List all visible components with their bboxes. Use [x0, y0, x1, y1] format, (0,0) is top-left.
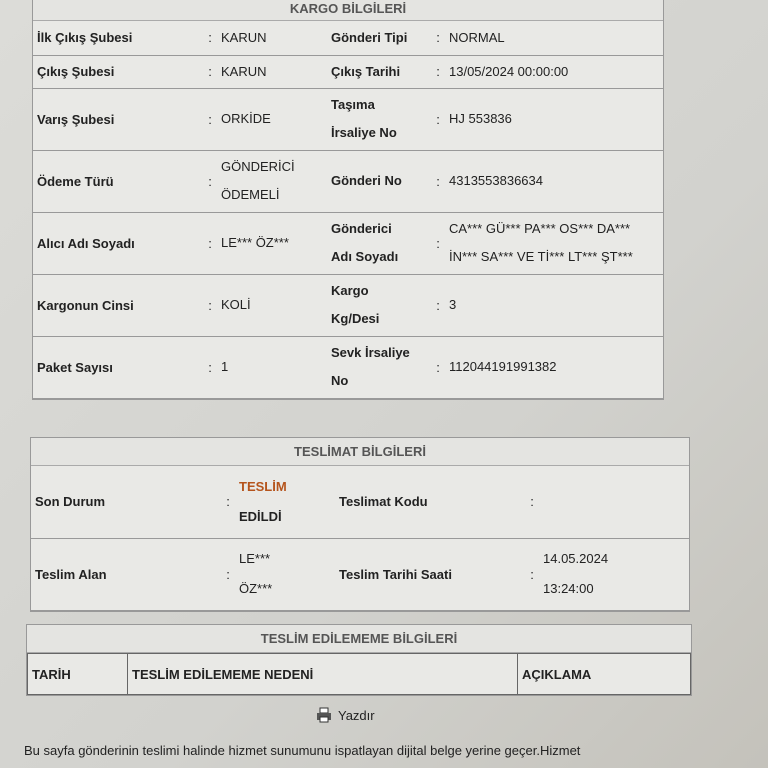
kargo-row: [33, 21, 663, 55]
teslim-tarihi-value: 14.05.2024 13:24:00: [539, 538, 689, 610]
colon: :: [431, 336, 445, 398]
son-durum-label: Son Durum: [31, 466, 221, 538]
field-label: Sevk İrsaliye No: [327, 336, 431, 398]
field-label: Gönderi Tipi: [327, 21, 431, 55]
field-value: LE*** ÖZ***: [217, 212, 327, 274]
col-aciklama: AÇIKLAMA: [518, 654, 691, 695]
col-neden: TESLİM EDİLEMEME NEDENİ: [128, 654, 518, 695]
kargo-section: [32, 0, 664, 400]
colon: :: [203, 88, 217, 150]
teslim-alan-label: Teslim Alan: [31, 538, 221, 610]
field-label: Taşıma İrsaliye No: [327, 88, 431, 150]
colon: :: [431, 274, 445, 336]
field-value: 1: [217, 336, 327, 398]
teslimat-kodu-label: Teslimat Kodu: [335, 466, 525, 538]
teslim-alan-value: LE*** ÖZ***: [235, 538, 335, 610]
print-button[interactable]: [316, 707, 375, 723]
field-value: NORMAL: [445, 21, 663, 55]
field-label: Paket Sayısı: [33, 336, 203, 398]
print-label: Yazdır: [338, 707, 375, 723]
colon: :: [431, 88, 445, 150]
field-label: Çıkış Şubesi: [33, 55, 203, 88]
field-label: Varış Şubesi: [33, 88, 203, 150]
field-value: ORKİDE: [217, 88, 327, 150]
field-label: Alıcı Adı Soyadı: [33, 212, 203, 274]
kargo-row: [33, 274, 663, 336]
colon: :: [431, 21, 445, 55]
colon: :: [203, 212, 217, 274]
kargo-row: [33, 88, 663, 150]
colon: :: [203, 55, 217, 88]
field-label: Kargonun Cinsi: [33, 274, 203, 336]
kargo-table: [33, 21, 663, 399]
colon: :: [203, 274, 217, 336]
edilememe-section: [26, 624, 692, 696]
field-label: Çıkış Tarihi: [327, 55, 431, 88]
field-value: KOLİ: [217, 274, 327, 336]
teslimat-title: TESLİMAT BİLGİLERİ: [31, 438, 689, 466]
col-tarih: TARİH: [28, 654, 128, 695]
teslim-tarihi-label: Teslim Tarihi Saati: [335, 538, 525, 610]
son-durum-value: TESLİM EDİLDİ: [235, 466, 335, 538]
kargo-row: [33, 55, 663, 88]
field-value: HJ 553836: [445, 88, 663, 150]
kargo-row: [33, 336, 663, 398]
kargo-row: [33, 150, 663, 212]
field-value: 4313553836634: [445, 150, 663, 212]
field-label: Gönderici Adı Soyadı: [327, 212, 431, 274]
kargo-row: [33, 212, 663, 274]
colon: :: [203, 150, 217, 212]
footer-note: Bu sayfa gönderinin teslimi halinde hizmet sunumunu ispatlayan dijital belge yerine geçer.Hizmet: [24, 743, 581, 758]
field-value: KARUN: [217, 21, 327, 55]
field-label: Gönderi No: [327, 150, 431, 212]
edilememe-title: TESLİM EDİLEMEME BİLGİLERİ: [27, 625, 691, 653]
field-value: GÖNDERİCİ ÖDEMELİ: [217, 150, 327, 212]
field-label: Kargo Kg/Desi: [327, 274, 431, 336]
field-label: Ödeme Türü: [33, 150, 203, 212]
teslimat-section: [30, 437, 690, 612]
colon: :: [203, 21, 217, 55]
kargo-title: KARGO BİLGİLERİ: [33, 0, 663, 21]
edilememe-table: [27, 653, 691, 695]
field-label: İlk Çıkış Şubesi: [33, 21, 203, 55]
field-value: CA*** GÜ*** PA*** OS*** DA*** İN*** SA*** VE Tİ*** LT*** ŞT***: [445, 212, 663, 274]
colon: :: [203, 336, 217, 398]
colon: :: [431, 55, 445, 88]
field-value: KARUN: [217, 55, 327, 88]
colon: :: [431, 150, 445, 212]
colon: :: [431, 212, 445, 274]
field-value: 13/05/2024 00:00:00: [445, 55, 663, 88]
field-value: 112044191991382: [445, 336, 663, 398]
printer-icon: [316, 707, 332, 723]
field-value: 3: [445, 274, 663, 336]
teslimat-table: Son Durum : TESLİM EDİLDİ Teslimat Kodu : Teslim Alan : LE*** ÖZ*** Teslim Tarihi Saati : 14.05.2024 13:24:00: [31, 466, 689, 611]
